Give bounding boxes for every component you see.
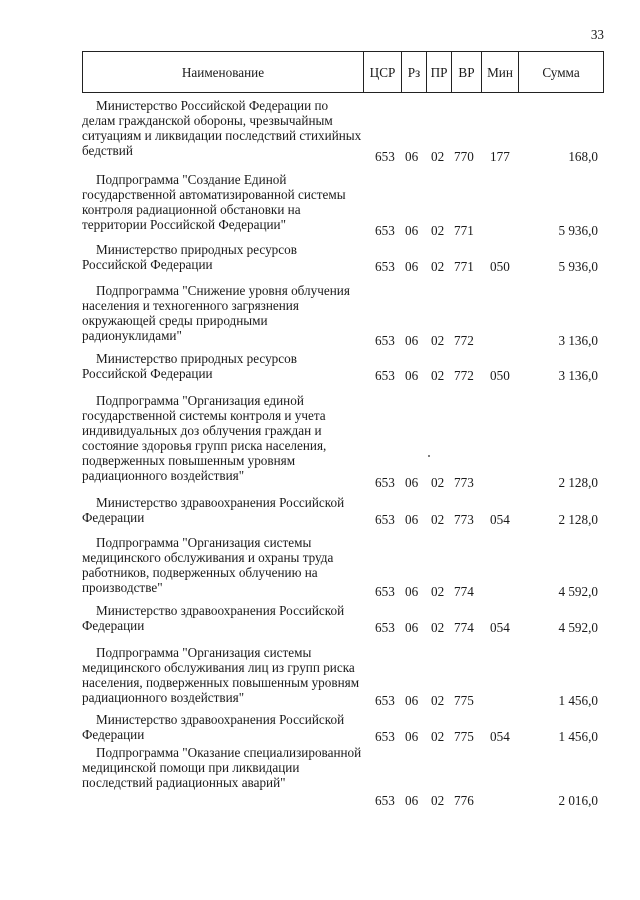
row-name: Министерство Российской Федерации по делам гражданской обороны, чрезвычайным ситуациям и ликвидации последствий стихийных бедствий — [82, 98, 362, 158]
row-csr: 653 — [375, 223, 395, 238]
row-min: 054 — [490, 729, 510, 744]
row-rz: 06 — [405, 584, 419, 599]
row-name: Подпрограмма "Организация системы медицинского обслуживания лиц из групп риска населения, подверженных повышенным уровням радиационного воздействия" — [82, 645, 360, 705]
row-sum: 4 592,0 — [558, 620, 598, 635]
row-vr: 774 — [454, 620, 474, 635]
row-name: Подпрограмма "Организация системы медицинского обслуживания и охраны труда работников, подверженных облучению на производстве" — [82, 535, 334, 595]
row-name: Подпрограмма "Снижение уровня облучения населения и техногенного загрязнения окружающей среды природными радионуклидами" — [82, 283, 350, 343]
row-rz: 06 — [405, 475, 419, 490]
table-header — [82, 51, 604, 93]
row-rz: 06 — [405, 223, 419, 238]
row-min: 177 — [490, 149, 510, 164]
row-pr: 02 — [431, 620, 445, 635]
row-rz: 06 — [405, 368, 419, 383]
row-name: Министерство здравоохранения Российской Федерации — [82, 495, 345, 525]
row-min: 050 — [490, 368, 510, 383]
row-name: Подпрограмма "Оказание специализированной медицинской помощи при ликвидации последствий радиационных аварий" — [82, 745, 362, 790]
row-rz: 06 — [405, 333, 419, 348]
row-name: Министерство здравоохранения Российской Федерации — [82, 603, 345, 633]
row-vr: 772 — [454, 368, 474, 383]
row-pr: 02 — [431, 259, 445, 274]
row-csr: 653 — [375, 512, 395, 527]
row-pr: 02 — [431, 149, 445, 164]
row-sum: 1 456,0 — [558, 729, 598, 744]
row-csr: 653 — [375, 368, 395, 383]
row-min: 050 — [490, 259, 510, 274]
page-number: 33 — [590, 27, 604, 42]
header-vr: ВР — [451, 52, 481, 92]
row-sum: 3 136,0 — [558, 333, 598, 348]
row-csr: 653 — [375, 475, 395, 490]
row-csr: 653 — [375, 333, 395, 348]
row-name: Министерство природных ресурсов Российской Федерации — [82, 242, 297, 272]
row-pr: 02 — [431, 368, 445, 383]
row-vr: 772 — [454, 333, 474, 348]
row-sum: 2 016,0 — [558, 793, 598, 808]
row-vr: 773 — [454, 512, 474, 527]
header-min: Мин — [481, 52, 518, 92]
row-min: 054 — [490, 620, 510, 635]
row-vr: 771 — [454, 259, 474, 274]
row-csr: 653 — [375, 259, 395, 274]
row-vr: 774 — [454, 584, 474, 599]
row-vr: 775 — [454, 693, 474, 708]
row-rz: 06 — [405, 693, 419, 708]
row-pr: 02 — [431, 512, 445, 527]
row-vr: 773 — [454, 475, 474, 490]
header-name: Наименование — [181, 64, 265, 80]
row-min: 054 — [490, 512, 510, 527]
row-rz: 06 — [405, 259, 419, 274]
row-vr: 776 — [454, 793, 474, 808]
header-csr: ЦСР — [363, 52, 401, 92]
header-sum: Сумма — [518, 52, 603, 92]
row-sum: 1 456,0 — [558, 693, 598, 708]
row-name: Подпрограмма "Организация единой государственной системы контроля и учета индивидуальных доз облучения граждан и состояние здоровья групп риска населения, подверженных повышенным уровням радиационного воздействия" — [82, 393, 327, 483]
row-sum: 2 128,0 — [558, 512, 598, 527]
row-rz: 06 — [405, 149, 419, 164]
header-pr: ПР — [426, 52, 451, 92]
row-name: Министерство здравоохранения Российской Федерации — [82, 712, 345, 742]
row-name: Подпрограмма "Создание Единой государственной автоматизированной системы контроля радиационной обстановки на территории Российской Федерации" — [82, 172, 346, 232]
row-sum: 168,0 — [568, 149, 598, 164]
row-sum: 2 128,0 — [558, 475, 598, 490]
row-pr: 02 — [431, 223, 445, 238]
scan-speck — [428, 455, 430, 457]
row-sum: 4 592,0 — [558, 584, 598, 599]
row-sum: 3 136,0 — [558, 368, 598, 383]
row-pr: 02 — [431, 475, 445, 490]
row-csr: 653 — [375, 729, 395, 744]
row-rz: 06 — [405, 620, 419, 635]
row-name: Министерство природных ресурсов Российской Федерации — [82, 351, 297, 381]
row-vr: 770 — [454, 149, 474, 164]
row-rz: 06 — [405, 729, 419, 744]
row-rz: 06 — [405, 793, 419, 808]
row-sum: 5 936,0 — [558, 259, 598, 274]
row-csr: 653 — [375, 793, 395, 808]
row-vr: 775 — [454, 729, 474, 744]
row-sum: 5 936,0 — [558, 223, 598, 238]
row-pr: 02 — [431, 584, 445, 599]
row-csr: 653 — [375, 149, 395, 164]
row-pr: 02 — [431, 793, 445, 808]
header-rz: Рз — [401, 52, 426, 92]
row-csr: 653 — [375, 584, 395, 599]
row-csr: 653 — [375, 693, 395, 708]
row-pr: 02 — [431, 333, 445, 348]
row-csr: 653 — [375, 620, 395, 635]
row-vr: 771 — [454, 223, 474, 238]
row-pr: 02 — [431, 693, 445, 708]
row-rz: 06 — [405, 512, 419, 527]
row-pr: 02 — [431, 729, 445, 744]
